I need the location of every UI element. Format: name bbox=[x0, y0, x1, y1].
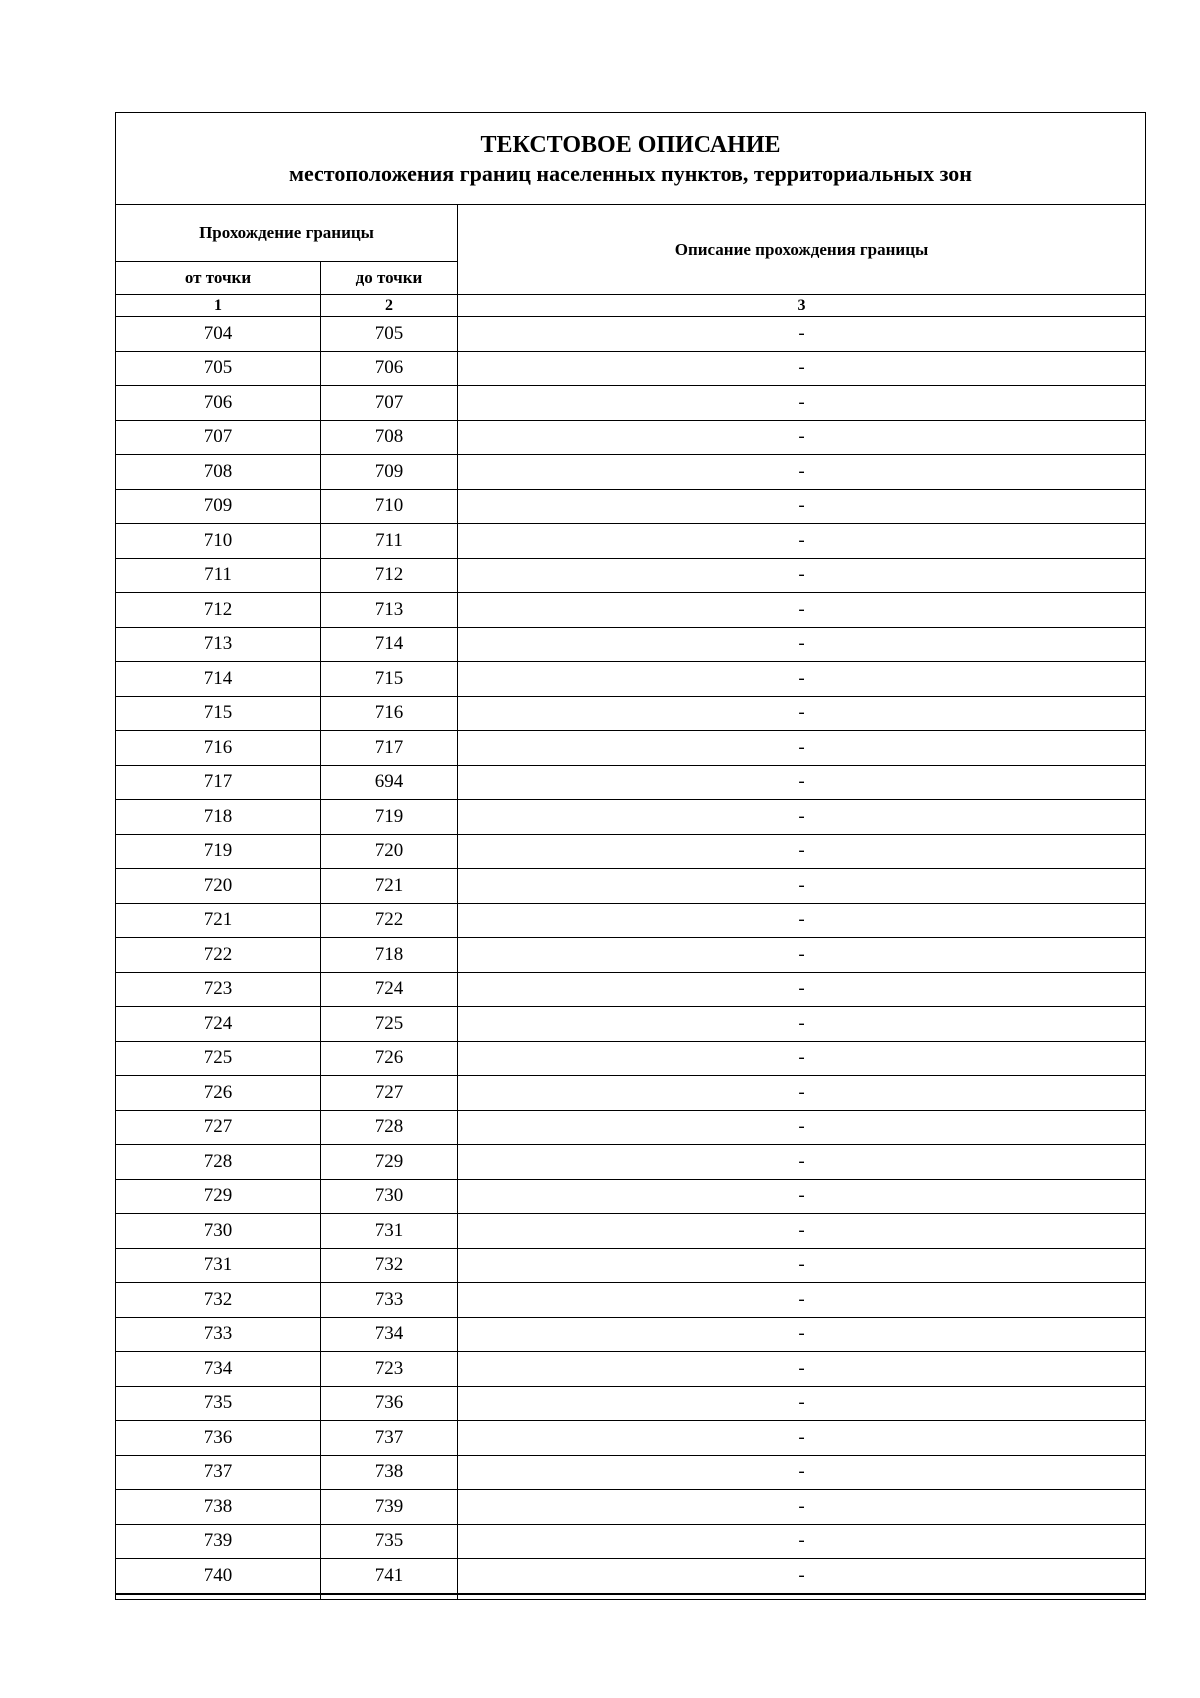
column-number-1: 1 bbox=[116, 295, 321, 317]
from-point-cell: 710 bbox=[116, 524, 321, 559]
to-point-cell: 729 bbox=[321, 1145, 458, 1180]
table-row bbox=[116, 593, 1146, 628]
header-boundary-passage: Прохождение границы bbox=[116, 205, 458, 262]
to-point-cell: 736 bbox=[321, 1386, 458, 1421]
description-cell: - bbox=[458, 1283, 1146, 1318]
to-point-cell: 694 bbox=[321, 765, 458, 800]
description-cell: - bbox=[458, 1421, 1146, 1456]
from-point-cell: 713 bbox=[116, 627, 321, 662]
to-point-cell: 726 bbox=[321, 1041, 458, 1076]
table-row bbox=[116, 1559, 1146, 1594]
from-point-cell: 730 bbox=[116, 1214, 321, 1249]
from-point-cell: 727 bbox=[116, 1110, 321, 1145]
description-cell: - bbox=[458, 1490, 1146, 1525]
from-point-cell: 722 bbox=[116, 938, 321, 973]
to-point-cell: 741 bbox=[321, 1559, 458, 1594]
table-row bbox=[116, 1214, 1146, 1249]
to-point-cell: 728 bbox=[321, 1110, 458, 1145]
description-cell: - bbox=[458, 1317, 1146, 1352]
description-cell: - bbox=[458, 662, 1146, 697]
table-row bbox=[116, 1110, 1146, 1145]
column-number-2: 2 bbox=[321, 295, 458, 317]
to-point-cell: 732 bbox=[321, 1248, 458, 1283]
to-point-cell: 724 bbox=[321, 972, 458, 1007]
to-point-cell: 710 bbox=[321, 489, 458, 524]
description-cell: - bbox=[458, 351, 1146, 386]
to-point-cell: 713 bbox=[321, 593, 458, 628]
from-point-cell: 738 bbox=[116, 1490, 321, 1525]
to-point-cell: 738 bbox=[321, 1455, 458, 1490]
table-row bbox=[116, 1179, 1146, 1214]
table-row bbox=[116, 869, 1146, 904]
description-cell: - bbox=[458, 1110, 1146, 1145]
table-row bbox=[116, 765, 1146, 800]
description-cell: - bbox=[458, 972, 1146, 1007]
table-row bbox=[116, 1248, 1146, 1283]
table-row bbox=[116, 1145, 1146, 1180]
table-row bbox=[116, 1352, 1146, 1387]
description-cell: - bbox=[458, 1041, 1146, 1076]
from-point-cell: 715 bbox=[116, 696, 321, 731]
from-point-cell: 731 bbox=[116, 1248, 321, 1283]
from-point-cell: 705 bbox=[116, 351, 321, 386]
to-point-cell: 720 bbox=[321, 834, 458, 869]
table-bottom-border bbox=[116, 1594, 1146, 1600]
table-row bbox=[116, 1421, 1146, 1456]
table-row bbox=[116, 800, 1146, 835]
from-point-cell: 704 bbox=[116, 317, 321, 352]
description-cell: - bbox=[458, 524, 1146, 559]
to-point-cell: 712 bbox=[321, 558, 458, 593]
table-row bbox=[116, 903, 1146, 938]
table-row bbox=[116, 317, 1146, 352]
to-point-cell: 737 bbox=[321, 1421, 458, 1456]
from-point-cell: 734 bbox=[116, 1352, 321, 1387]
description-cell: - bbox=[458, 834, 1146, 869]
description-cell: - bbox=[458, 317, 1146, 352]
from-point-cell: 729 bbox=[116, 1179, 321, 1214]
to-point-cell: 715 bbox=[321, 662, 458, 697]
table-row bbox=[116, 420, 1146, 455]
to-point-cell: 723 bbox=[321, 1352, 458, 1387]
table-row bbox=[116, 558, 1146, 593]
description-cell: - bbox=[458, 489, 1146, 524]
description-cell: - bbox=[458, 1559, 1146, 1594]
from-point-cell: 740 bbox=[116, 1559, 321, 1594]
from-point-cell: 708 bbox=[116, 455, 321, 490]
description-cell: - bbox=[458, 1524, 1146, 1559]
description-cell: - bbox=[458, 1248, 1146, 1283]
from-point-cell: 718 bbox=[116, 800, 321, 835]
to-point-cell: 730 bbox=[321, 1179, 458, 1214]
from-point-cell: 714 bbox=[116, 662, 321, 697]
table-row bbox=[116, 455, 1146, 490]
description-cell: - bbox=[458, 420, 1146, 455]
description-cell: - bbox=[458, 1352, 1146, 1387]
to-point-cell: 733 bbox=[321, 1283, 458, 1318]
from-point-cell: 739 bbox=[116, 1524, 321, 1559]
description-cell: - bbox=[458, 1076, 1146, 1111]
to-point-cell: 734 bbox=[321, 1317, 458, 1352]
to-point-cell: 711 bbox=[321, 524, 458, 559]
to-point-cell: 735 bbox=[321, 1524, 458, 1559]
description-cell: - bbox=[458, 593, 1146, 628]
from-point-cell: 711 bbox=[116, 558, 321, 593]
description-cell: - bbox=[458, 1007, 1146, 1042]
table-row bbox=[116, 1317, 1146, 1352]
from-point-cell: 707 bbox=[116, 420, 321, 455]
description-cell: - bbox=[458, 627, 1146, 662]
to-point-cell: 718 bbox=[321, 938, 458, 973]
from-point-cell: 717 bbox=[116, 765, 321, 800]
document-title: ТЕКСТОВОЕ ОПИСАНИЕ bbox=[480, 131, 781, 158]
table-row bbox=[116, 972, 1146, 1007]
table-row bbox=[116, 1490, 1146, 1525]
description-cell: - bbox=[458, 938, 1146, 973]
from-point-cell: 728 bbox=[116, 1145, 321, 1180]
boundary-description-document bbox=[115, 112, 1145, 1600]
table-row bbox=[116, 1076, 1146, 1111]
from-point-cell: 726 bbox=[116, 1076, 321, 1111]
table-row bbox=[116, 1455, 1146, 1490]
description-cell: - bbox=[458, 1179, 1146, 1214]
to-point-cell: 722 bbox=[321, 903, 458, 938]
from-point-cell: 716 bbox=[116, 731, 321, 766]
table-row bbox=[116, 489, 1146, 524]
description-cell: - bbox=[458, 696, 1146, 731]
boundary-table bbox=[115, 112, 1146, 1600]
to-point-cell: 708 bbox=[321, 420, 458, 455]
description-cell: - bbox=[458, 455, 1146, 490]
from-point-cell: 735 bbox=[116, 1386, 321, 1421]
from-point-cell: 721 bbox=[116, 903, 321, 938]
table-row bbox=[116, 938, 1146, 973]
column-number-3: 3 bbox=[458, 295, 1146, 317]
to-point-cell: 716 bbox=[321, 696, 458, 731]
description-cell: - bbox=[458, 1386, 1146, 1421]
table-row bbox=[116, 627, 1146, 662]
from-point-cell: 720 bbox=[116, 869, 321, 904]
header-description: Описание прохождения границы bbox=[458, 205, 1146, 295]
to-point-cell: 717 bbox=[321, 731, 458, 766]
to-point-cell: 727 bbox=[321, 1076, 458, 1111]
table-row bbox=[116, 386, 1146, 421]
table-row bbox=[116, 696, 1146, 731]
from-point-cell: 733 bbox=[116, 1317, 321, 1352]
from-point-cell: 709 bbox=[116, 489, 321, 524]
table-row bbox=[116, 1041, 1146, 1076]
description-cell: - bbox=[458, 869, 1146, 904]
table-row bbox=[116, 1524, 1146, 1559]
document-subtitle: местоположения границ населенных пунктов, территориальных зон bbox=[289, 160, 972, 186]
description-cell: - bbox=[458, 1214, 1146, 1249]
description-cell: - bbox=[458, 386, 1146, 421]
table-row bbox=[116, 1007, 1146, 1042]
from-point-cell: 737 bbox=[116, 1455, 321, 1490]
description-cell: - bbox=[458, 903, 1146, 938]
table-body bbox=[116, 317, 1146, 1594]
to-point-cell: 725 bbox=[321, 1007, 458, 1042]
table-row bbox=[116, 1283, 1146, 1318]
from-point-cell: 724 bbox=[116, 1007, 321, 1042]
to-point-cell: 721 bbox=[321, 869, 458, 904]
description-cell: - bbox=[458, 765, 1146, 800]
table-row bbox=[116, 351, 1146, 386]
description-cell: - bbox=[458, 731, 1146, 766]
description-cell: - bbox=[458, 800, 1146, 835]
table-row bbox=[116, 834, 1146, 869]
from-point-cell: 736 bbox=[116, 1421, 321, 1456]
from-point-cell: 725 bbox=[116, 1041, 321, 1076]
to-point-cell: 731 bbox=[321, 1214, 458, 1249]
to-point-cell: 739 bbox=[321, 1490, 458, 1525]
description-cell: - bbox=[458, 1455, 1146, 1490]
description-cell: - bbox=[458, 1145, 1146, 1180]
to-point-cell: 714 bbox=[321, 627, 458, 662]
to-point-cell: 719 bbox=[321, 800, 458, 835]
to-point-cell: 707 bbox=[321, 386, 458, 421]
to-point-cell: 705 bbox=[321, 317, 458, 352]
table-row bbox=[116, 1386, 1146, 1421]
header-from-point: от точки bbox=[116, 262, 321, 295]
from-point-cell: 719 bbox=[116, 834, 321, 869]
table-row bbox=[116, 731, 1146, 766]
from-point-cell: 706 bbox=[116, 386, 321, 421]
from-point-cell: 723 bbox=[116, 972, 321, 1007]
header-to-point: до точки bbox=[321, 262, 458, 295]
description-cell: - bbox=[458, 558, 1146, 593]
title-block bbox=[116, 113, 1146, 205]
from-point-cell: 712 bbox=[116, 593, 321, 628]
table-row bbox=[116, 662, 1146, 697]
to-point-cell: 709 bbox=[321, 455, 458, 490]
from-point-cell: 732 bbox=[116, 1283, 321, 1318]
to-point-cell: 706 bbox=[321, 351, 458, 386]
table-row bbox=[116, 524, 1146, 559]
